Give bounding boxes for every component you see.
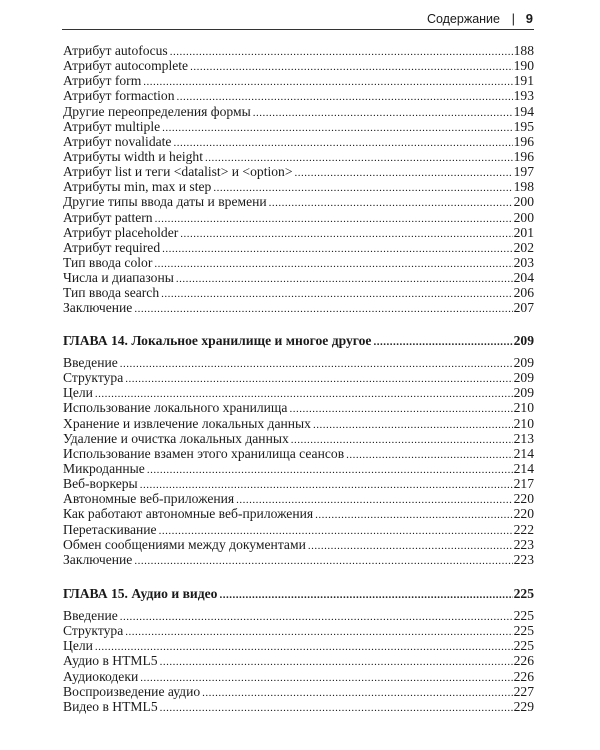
entry-title: Числа и диапазоны (63, 270, 174, 286)
entry-page: 217 (513, 476, 534, 492)
toc-entry (63, 400, 534, 415)
dot-leader (134, 554, 512, 567)
entry-title: Заключение (63, 551, 133, 567)
toc-entry (63, 552, 534, 567)
entry-title: Атрибуты min, max и step (63, 179, 212, 195)
entry-title: Видео в HTML5 (63, 698, 158, 714)
entry-title: Аудиокодеки (63, 668, 139, 684)
toc-entry (63, 537, 534, 552)
dot-leader (160, 701, 513, 714)
dot-leader (202, 686, 512, 699)
entry-page: 210 (513, 415, 534, 431)
toc-entry (63, 73, 534, 88)
toc-entry (63, 416, 534, 431)
dot-leader (161, 287, 512, 300)
dot-leader (313, 418, 513, 431)
entry-page: 203 (513, 254, 534, 270)
entry-page: 223 (513, 551, 534, 567)
entry-page: 209 (513, 370, 534, 386)
toc-entry (63, 491, 534, 506)
toc-entry (63, 88, 534, 103)
toc-entry (63, 119, 534, 134)
dot-leader (125, 625, 512, 638)
toc-entry (63, 255, 534, 270)
entry-title: Обмен сообщениями между документами (63, 536, 306, 552)
dot-leader (120, 357, 513, 370)
entry-page: 223 (513, 536, 534, 552)
toc-entry (63, 210, 534, 225)
dot-leader (155, 212, 513, 225)
entry-title: Микроданные (63, 460, 145, 476)
toc-chapter-14 (63, 333, 534, 348)
toc-entry (63, 285, 534, 300)
entry-page: 196 (513, 148, 534, 164)
entry-title: Удаление и очистка локальных данных (63, 430, 289, 446)
dot-leader (308, 539, 513, 552)
entry-title: Атрибут form (63, 73, 142, 89)
entry-page: 206 (513, 285, 534, 301)
entry-title: ГЛАВА 15. Аудио и видео (63, 586, 218, 601)
dot-leader (140, 478, 513, 491)
dot-leader (162, 121, 512, 134)
entry-title: Атрибут autocomplete (63, 58, 189, 74)
toc-entry (63, 385, 534, 400)
entry-page: 225 (513, 638, 534, 654)
toc-entry (63, 134, 534, 149)
toc-entry (63, 653, 534, 668)
entry-page: 196 (513, 133, 534, 149)
entry-page: 213 (513, 430, 534, 446)
entry-title: Атрибут autofocus (63, 43, 168, 58)
toc-entry (63, 699, 534, 714)
toc-entry (63, 240, 534, 255)
entry-page: 188 (513, 43, 534, 58)
toc-entry (63, 194, 534, 209)
toc-entry (63, 370, 534, 385)
entry-page: 220 (513, 491, 534, 507)
entry-title: Структура (63, 370, 124, 386)
entry-title: Тип ввода color (63, 254, 153, 270)
entry-title: Введение (63, 355, 118, 370)
dot-leader (180, 227, 512, 240)
entry-page: 225 (513, 586, 534, 601)
toc-entry (63, 506, 534, 521)
dot-leader (120, 610, 513, 623)
entry-page: 207 (513, 300, 534, 316)
header-separator: | (511, 11, 515, 26)
dot-leader (291, 433, 513, 446)
entry-title: Воспроизведение аудио (63, 683, 201, 699)
toc-entry (63, 476, 534, 491)
dot-leader (140, 671, 512, 684)
running-header (62, 10, 534, 30)
dot-leader (269, 196, 513, 209)
entry-page: 226 (513, 653, 534, 669)
entry-title: Тип ввода search (63, 285, 160, 301)
entry-title: Введение (63, 608, 118, 623)
dot-leader (134, 302, 512, 315)
entry-title: Структура (63, 623, 124, 639)
dot-leader (95, 640, 513, 653)
chapter-heading (63, 586, 534, 601)
entry-title: Цели (63, 385, 93, 401)
entry-page: 195 (513, 118, 534, 134)
dot-leader (295, 166, 513, 179)
entry-page: 201 (513, 224, 534, 240)
entry-page: 204 (513, 270, 534, 286)
dot-leader (346, 448, 512, 461)
entry-title: Хранение и извлечение локальных данных (63, 415, 311, 431)
dot-leader (170, 45, 513, 58)
entry-title: Атрибуты width и height (63, 148, 203, 164)
dot-leader (213, 181, 512, 194)
dot-leader (147, 463, 513, 476)
page-number: 9 (525, 11, 533, 26)
entry-page: 191 (513, 73, 534, 89)
dot-leader (176, 272, 513, 285)
dot-leader (143, 75, 512, 88)
toc-entry (63, 522, 534, 537)
entry-title: Атрибут novalidate (63, 133, 172, 149)
entry-page: 200 (513, 209, 534, 225)
entry-page: 210 (513, 400, 534, 416)
entry-page: 227 (513, 683, 534, 699)
dot-leader (373, 335, 512, 348)
dot-leader (253, 106, 513, 119)
toc-entry (63, 623, 534, 638)
entry-title: Перетаскивание (63, 521, 157, 537)
entry-page: 194 (513, 103, 534, 119)
entry-page: 200 (513, 194, 534, 210)
toc-section-chapter-14 (63, 355, 534, 567)
dot-leader (190, 60, 513, 73)
entry-page: 198 (513, 179, 534, 195)
toc-entry (63, 179, 534, 194)
entry-page: 209 (513, 355, 534, 370)
entry-page: 226 (513, 668, 534, 684)
dot-leader (219, 588, 512, 601)
entry-page: 214 (513, 460, 534, 476)
header-title: Содержание (426, 12, 500, 26)
dot-leader (162, 242, 512, 255)
entry-title: Атрибут list и теги <datalist> и <option> (63, 164, 293, 180)
toc-entry (63, 58, 534, 73)
toc-entry (63, 638, 534, 653)
entry-page: 209 (513, 385, 534, 401)
entry-title: Атрибут pattern (63, 209, 153, 225)
dot-leader (95, 387, 513, 400)
toc-entry (63, 270, 534, 285)
entry-title: Аудио в HTML5 (63, 653, 158, 669)
entry-page: 202 (513, 239, 534, 255)
entry-title: ГЛАВА 14. Локальное хранилище и многое другое (63, 333, 372, 348)
entry-page: 229 (513, 698, 534, 714)
dot-leader (160, 655, 513, 668)
entry-page: 209 (513, 333, 534, 348)
entry-page: 222 (513, 521, 534, 537)
entry-title: Другие типы ввода даты и времени (63, 194, 267, 210)
dot-leader (125, 372, 512, 385)
toc-section-chapter-15 (63, 608, 534, 714)
dot-leader (315, 508, 512, 521)
entry-title: Автономные веб-приложения (63, 491, 235, 507)
dot-leader (205, 151, 513, 164)
entry-title: Заключение (63, 300, 133, 316)
dot-leader (159, 524, 513, 537)
entry-title: Использование взамен этого хранилища сеансов (63, 445, 345, 461)
entry-page: 190 (513, 58, 534, 74)
entry-title: Атрибут multiple (63, 118, 161, 134)
entry-title: Другие переопределения формы (63, 103, 251, 119)
entry-title: Как работают автономные веб-приложения (63, 506, 314, 522)
entry-page: 197 (513, 164, 534, 180)
entry-page: 225 (513, 608, 534, 623)
toc-entry (63, 149, 534, 164)
dot-leader (236, 493, 512, 506)
dot-leader (177, 90, 513, 103)
toc-entry (63, 300, 534, 315)
toc-entry (63, 669, 534, 684)
entry-page: 214 (513, 445, 534, 461)
entry-title: Использование локального хранилища (63, 400, 288, 416)
entry-title: Веб-воркеры (63, 476, 138, 492)
entry-title: Атрибут required (63, 239, 161, 255)
toc-chapter-15 (63, 586, 534, 601)
entry-page: 193 (513, 88, 534, 104)
toc-entry (63, 608, 534, 623)
entry-page: 220 (513, 506, 534, 522)
toc-entry (63, 431, 534, 446)
chapter-heading (63, 333, 534, 348)
dot-leader (154, 257, 512, 270)
entry-page: 225 (513, 623, 534, 639)
toc-entry (63, 684, 534, 699)
toc-entry (63, 355, 534, 370)
entry-title: Атрибут formaction (63, 88, 175, 104)
entry-title: Цели (63, 638, 93, 654)
toc-entry (63, 225, 534, 240)
toc-entry (63, 446, 534, 461)
toc-entry (63, 461, 534, 476)
toc-entry (63, 164, 534, 179)
toc-section-continued (63, 43, 534, 316)
toc-entry (63, 43, 534, 58)
entry-title: Атрибут placeholder (63, 224, 179, 240)
dot-leader (173, 136, 512, 149)
dot-leader (289, 402, 512, 415)
toc-entry (63, 104, 534, 119)
